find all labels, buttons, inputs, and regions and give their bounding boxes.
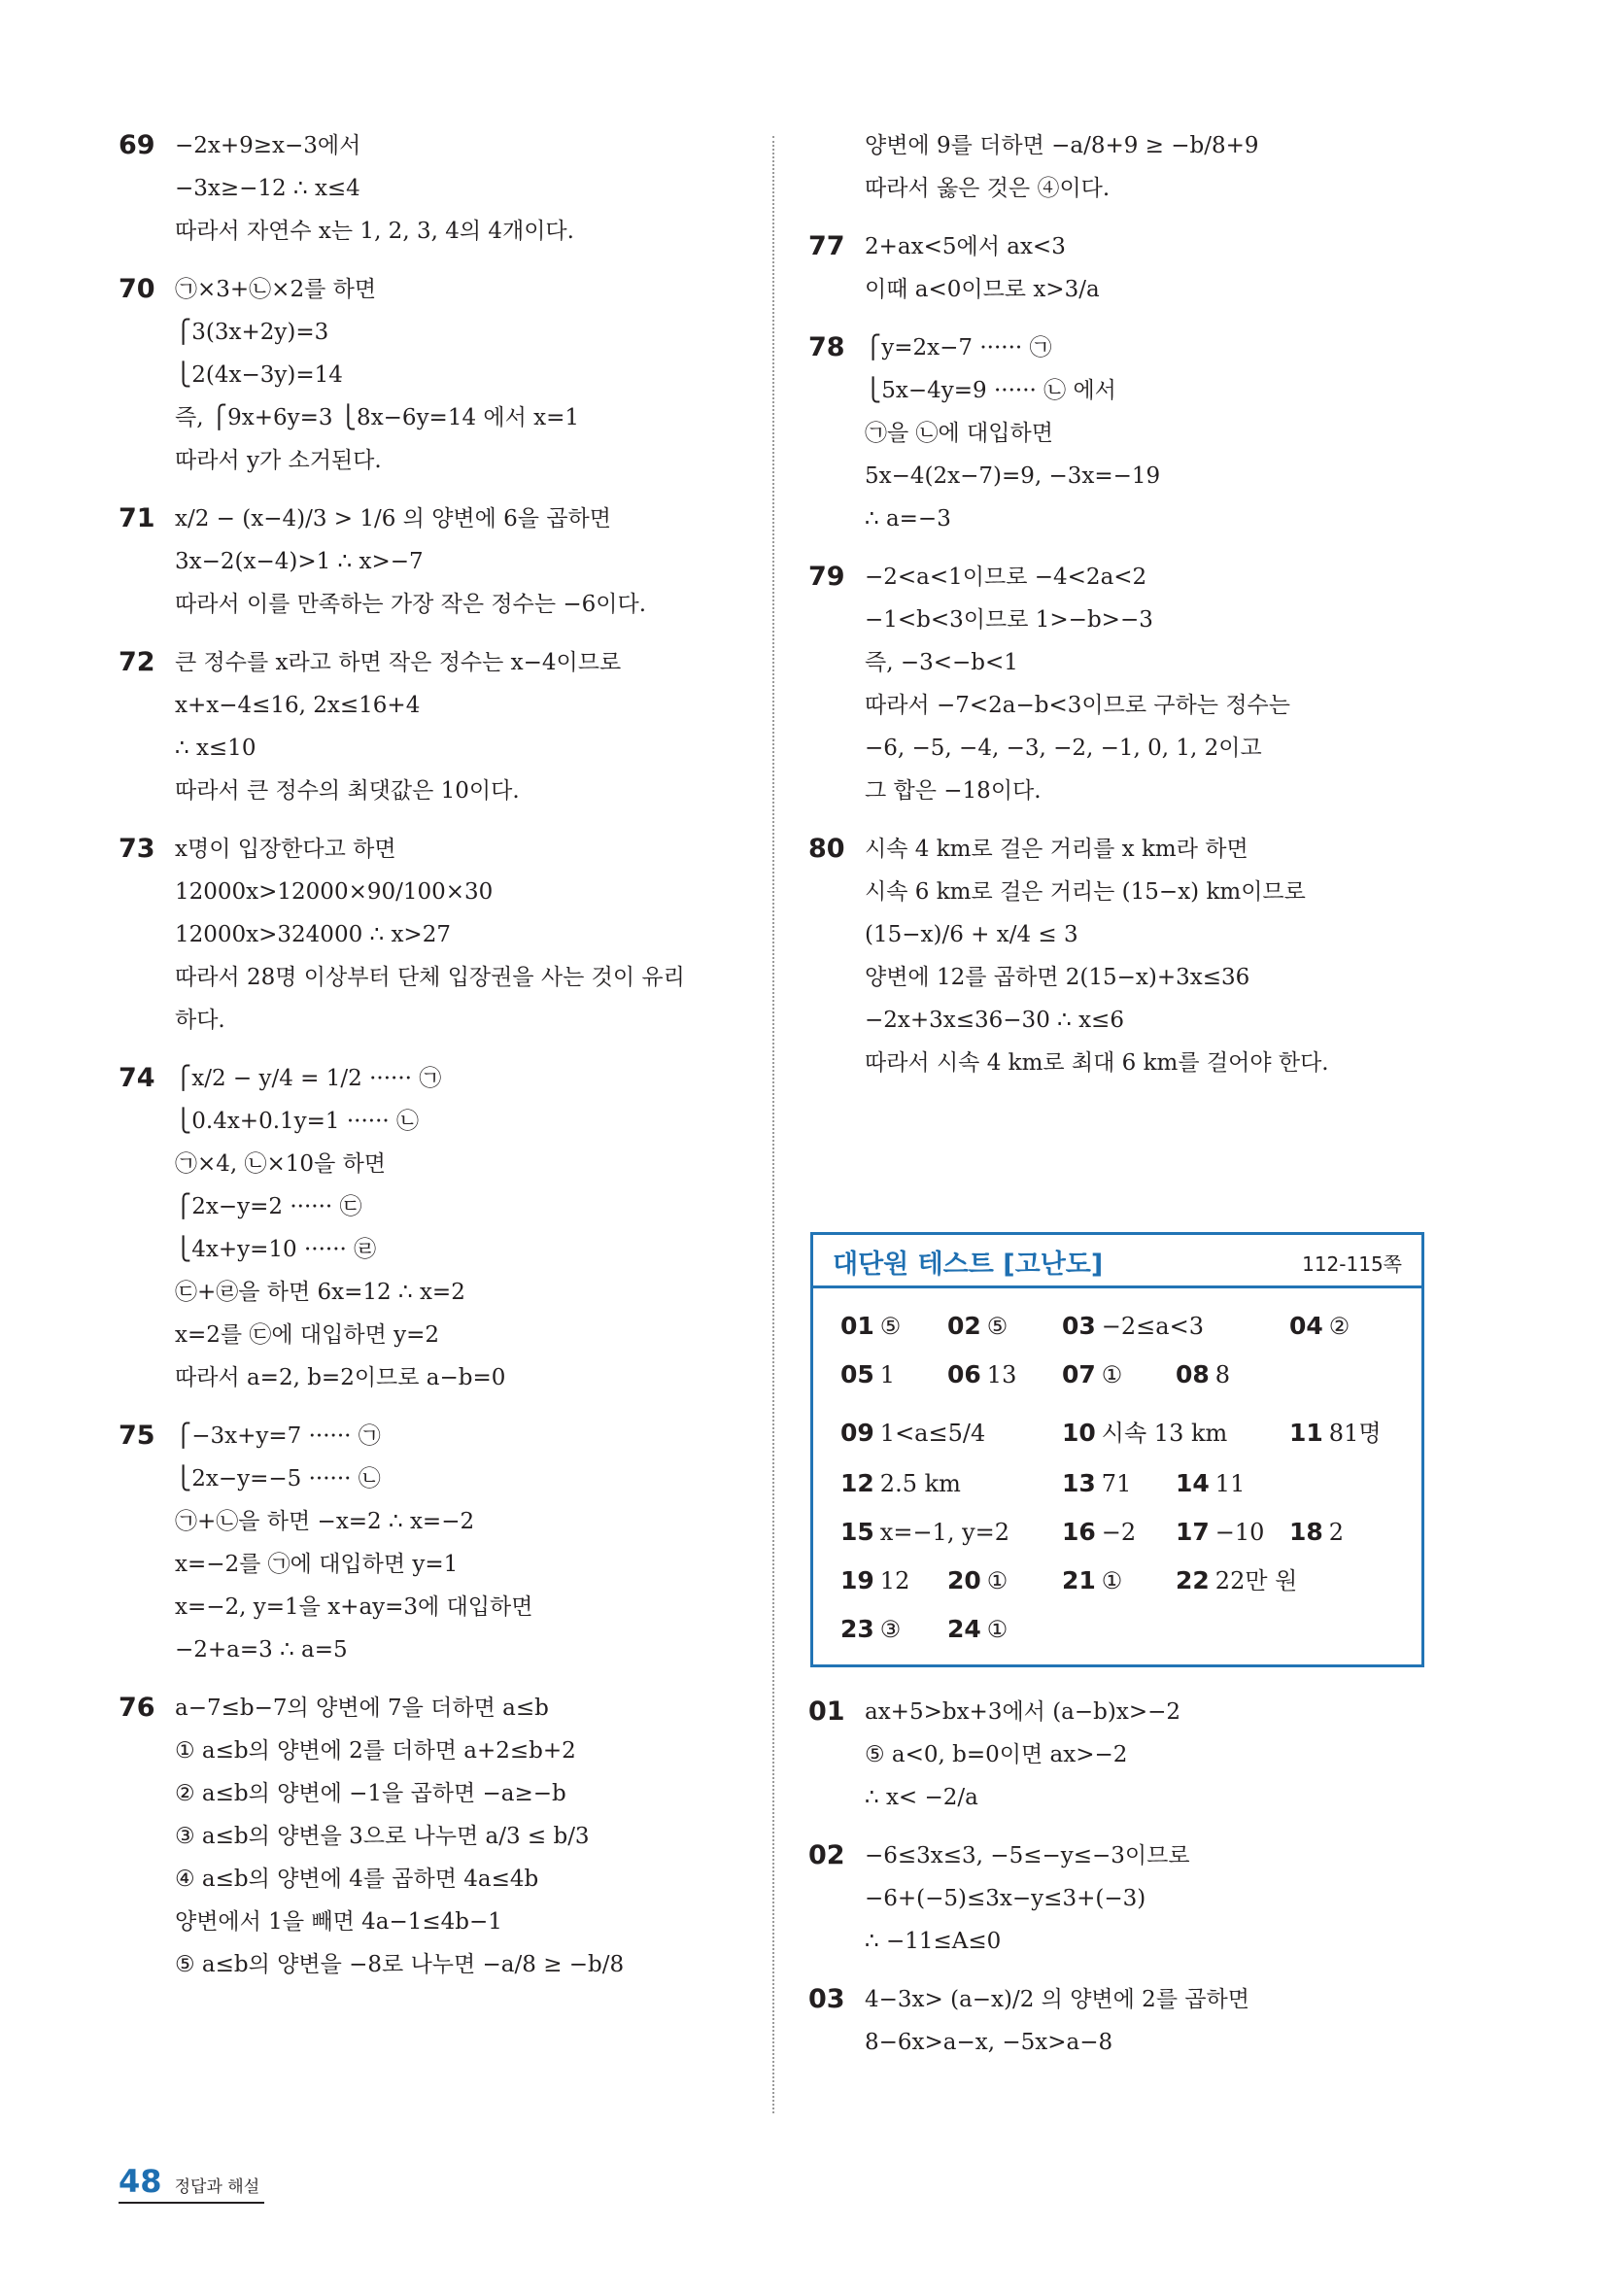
answer-item	[947, 1610, 1008, 1649]
answer-row	[840, 1355, 1412, 1404]
problem-number: 70	[119, 274, 155, 304]
solution-line: 큰 정수를 x라고 하면 작은 정수는 x−4이므로	[175, 650, 622, 675]
solution-line: ㉢+㉣을 하면 6x=12 ∴ x=2	[175, 1280, 465, 1305]
answer-number: 21	[1062, 1566, 1096, 1594]
right-column-lower	[808, 1691, 1430, 2079]
solution-line: 12000x>324000 ∴ x>27	[175, 922, 451, 947]
answer-value: 1<a≤5/4	[879, 1420, 986, 1447]
solution-line: ① a≤b의 양변에 2를 더하면 a+2≤b+2	[175, 1738, 576, 1764]
answer-value: 81명	[1328, 1420, 1382, 1447]
answer-item	[1176, 1355, 1230, 1394]
problem-74	[119, 1057, 740, 1399]
answer-item	[947, 1561, 1008, 1600]
answer-value: ②	[1328, 1313, 1351, 1340]
solution-line: 양변에 12를 곱하면 2(15−x)+3x≤36	[865, 965, 1250, 990]
answer-row	[840, 1404, 1412, 1464]
problem-number: 69	[119, 130, 155, 160]
solution-line: ㉠×3+㉡×2를 하면	[175, 277, 377, 302]
answer-number: 16	[1062, 1518, 1096, 1546]
solution-line: ㉠을 ㉡에 대입하면	[865, 421, 1053, 446]
problem-77	[808, 225, 1430, 311]
answer-number: 05	[840, 1360, 874, 1388]
solution-line: 3x−2(x−4)>1 ∴ x>−7	[175, 549, 424, 574]
problem-number: 72	[119, 647, 155, 677]
test-problem-02	[808, 1834, 1430, 1963]
answer-item	[840, 1513, 1009, 1552]
solution-line: x=2를 ㉢에 대입하면 y=2	[175, 1322, 440, 1348]
answer-number: 09	[840, 1419, 874, 1447]
answer-value: ⑤	[879, 1313, 902, 1340]
solution-line: ④ a≤b의 양변에 4를 곱하면 4a≤4b	[175, 1867, 539, 1892]
problem-76-continued	[808, 124, 1430, 210]
answer-row	[840, 1307, 1412, 1355]
solution-line: −6≤3x≤3, −5≤−y≤−3이므로	[865, 1843, 1190, 1868]
footer-label: 정답과 해설	[174, 2177, 260, 2197]
solution-line: ⎧−3x+y=7 ······ ㉠	[175, 1423, 381, 1449]
answer-number: 24	[947, 1615, 981, 1643]
problem-71	[119, 497, 740, 626]
solution-line: 이때 a<0이므로 x>3/a	[865, 277, 1100, 302]
solution-line: ⑤ a<0, b=0이면 ax>−2	[865, 1742, 1128, 1767]
solution-line: 8−6x>a−x, −5x>a−8	[865, 2030, 1113, 2055]
problem-number: 02	[808, 1840, 845, 1870]
answer-item	[840, 1355, 895, 1394]
answer-item	[840, 1561, 909, 1600]
answer-value: 2	[1328, 1519, 1345, 1546]
answer-value: 22만 원	[1214, 1567, 1298, 1594]
answer-value: x=−1, y=2	[879, 1519, 1010, 1546]
answer-number: 12	[840, 1469, 874, 1497]
solution-line: −2+a=3 ∴ a=5	[175, 1637, 348, 1662]
answer-value: 71	[1101, 1470, 1132, 1497]
answer-item	[1289, 1307, 1350, 1346]
solution-line: a−7≤b−7의 양변에 7을 더하면 a≤b	[175, 1696, 549, 1721]
answer-item	[1289, 1513, 1344, 1552]
footer-rule	[119, 2202, 264, 2204]
problem-number: 77	[808, 231, 845, 261]
problem-number: 79	[808, 562, 845, 592]
solution-line: ∴ x< −2/a	[865, 1785, 978, 1810]
solution-line: x=−2를 ㉠에 대입하면 y=1	[175, 1552, 459, 1577]
solution-line: ⎩0.4x+0.1y=1 ······ ㉡	[175, 1109, 420, 1134]
solution-line: x/2 − (x−4)/3 > 1/6 의 양변에 6을 곱하면	[175, 506, 611, 531]
answer-key-header	[813, 1235, 1421, 1288]
answer-key-body	[840, 1307, 1412, 1659]
solution-line: 그 합은 −18이다.	[865, 778, 1042, 804]
problem-number: 75	[119, 1421, 155, 1451]
solution-line: 따라서 이를 만족하는 가장 작은 정수는 −6이다.	[175, 592, 647, 617]
answer-value: ①	[1101, 1567, 1123, 1594]
answer-number: 17	[1176, 1518, 1210, 1546]
answer-number: 08	[1176, 1360, 1210, 1388]
problem-number: 03	[808, 1984, 845, 2014]
answer-number: 02	[947, 1312, 981, 1340]
answer-item	[1062, 1464, 1131, 1503]
problem-number: 80	[808, 834, 845, 864]
answer-number: 07	[1062, 1360, 1096, 1388]
problem-number: 01	[808, 1696, 845, 1727]
answer-value: ①	[986, 1616, 1009, 1643]
solution-line: ⎧2x−y=2 ······ ㉢	[175, 1194, 362, 1219]
problem-number: 73	[119, 834, 155, 864]
answer-value: 2.5 km	[879, 1470, 961, 1497]
solution-line: (15−x)/6 + x/4 ≤ 3	[865, 922, 1078, 947]
answer-value: 12	[879, 1567, 910, 1594]
answer-item	[1176, 1513, 1264, 1552]
solution-line: 2+ax<5에서 ax<3	[865, 234, 1066, 259]
test-problem-01	[808, 1691, 1430, 1819]
solution-line: 4−3x> (a−x)/2 의 양변에 2를 곱하면	[865, 1987, 1249, 2012]
answer-number: 04	[1289, 1312, 1323, 1340]
answer-number: 20	[947, 1566, 981, 1594]
solution-line: −2x+3x≤36−30 ∴ x≤6	[865, 1008, 1124, 1033]
problem-76	[119, 1687, 740, 1986]
page-footer	[119, 2163, 259, 2200]
answer-item	[1062, 1414, 1227, 1453]
answer-value: −10	[1214, 1519, 1265, 1546]
answer-value: ⑤	[986, 1313, 1009, 1340]
solution-line: −6, −5, −4, −3, −2, −1, 0, 1, 2이고	[865, 736, 1262, 761]
answer-number: 18	[1289, 1518, 1323, 1546]
answer-number: 06	[947, 1360, 981, 1388]
problem-number: 76	[119, 1693, 155, 1723]
solution-line: 따라서 자연수 x는 1, 2, 3, 4의 4개이다.	[175, 219, 574, 244]
answer-item	[947, 1355, 1016, 1394]
solution-line: 따라서 a=2, b=2이므로 a−b=0	[175, 1365, 506, 1390]
answer-item	[1289, 1414, 1382, 1453]
answer-item	[1176, 1464, 1245, 1503]
solution-line: ax+5>bx+3에서 (a−b)x>−2	[865, 1699, 1181, 1725]
solution-line: ⎩2x−y=−5 ······ ㉡	[175, 1466, 381, 1491]
solution-line: 양변에서 1을 빼면 4a−1≤4b−1	[175, 1909, 502, 1935]
problem-70	[119, 268, 740, 482]
solution-line: ⑤ a≤b의 양변을 −8로 나누면 −a/8 ≥ −b/8	[175, 1952, 625, 1977]
solution-line: ⎧3(3x+2y)=3	[175, 320, 329, 345]
answer-item	[1062, 1307, 1204, 1346]
answer-item	[1062, 1355, 1122, 1394]
test-problem-03	[808, 1978, 1430, 2064]
answer-item	[840, 1307, 901, 1346]
answer-row	[840, 1561, 1412, 1610]
solution-line: 따라서 −7<2a−b<3이므로 구하는 정수는	[865, 693, 1290, 718]
answer-number: 10	[1062, 1419, 1096, 1447]
solution-line: ② a≤b의 양변에 −1을 곱하면 −a≥−b	[175, 1781, 566, 1806]
answer-item	[947, 1307, 1008, 1346]
answer-key-pages: 112-115쪽	[1302, 1252, 1402, 1276]
answer-item	[1062, 1513, 1136, 1552]
answer-row	[840, 1464, 1412, 1513]
solution-line: 따라서 시속 4 km로 최대 6 km를 걸어야 한다.	[865, 1050, 1329, 1076]
answer-number: 23	[840, 1615, 874, 1643]
solution-line: x+x−4≤16, 2x≤16+4	[175, 693, 421, 718]
answer-value: ①	[1101, 1361, 1123, 1388]
answer-value: 13	[986, 1361, 1017, 1388]
answer-item	[840, 1414, 985, 1453]
answer-value: −2≤a<3	[1101, 1313, 1204, 1340]
solution-line: 따라서 큰 정수의 최댓값은 10이다.	[175, 778, 520, 804]
answer-value: 11	[1214, 1470, 1246, 1497]
solution-line: −1<b<3이므로 1>−b>−3	[865, 607, 1153, 633]
solution-line: ⎩2(4x−3y)=14	[175, 362, 343, 388]
column-divider	[772, 136, 774, 2113]
problem-80	[808, 828, 1430, 1084]
answer-row	[840, 1610, 1412, 1659]
problem-75	[119, 1415, 740, 1671]
problem-72	[119, 641, 740, 812]
solution-line: −2x+9≥x−3에서	[175, 133, 361, 158]
answer-item	[1062, 1561, 1122, 1600]
solution-line: −3x≥−12 ∴ x≤4	[175, 176, 360, 201]
solution-line: 즉, −3<−b<1	[865, 650, 1018, 675]
solution-line: ⎧y=2x−7 ······ ㉠	[865, 335, 1052, 360]
answer-number: 03	[1062, 1312, 1096, 1340]
solution-line: x명이 입장한다고 하면	[175, 837, 396, 862]
solution-line: ⎩5x−4y=9 ······ ㉡ 에서	[865, 378, 1116, 403]
problem-69	[119, 124, 740, 253]
solution-line: 하다.	[175, 1008, 225, 1033]
solution-line: ∴ −11≤A≤0	[865, 1929, 1002, 1954]
problem-number: 71	[119, 503, 155, 533]
problem-73	[119, 828, 740, 1042]
solution-line: −6+(−5)≤3x−y≤3+(−3)	[865, 1886, 1146, 1911]
solution-line: 시속 6 km로 걸은 거리는 (15−x) km이므로	[865, 879, 1306, 905]
problem-79	[808, 556, 1430, 812]
answer-number: 14	[1176, 1469, 1210, 1497]
answer-value: 시속 13 km	[1101, 1420, 1228, 1447]
solution-line: ③ a≤b의 양변을 3으로 나누면 a/3 ≤ b/3	[175, 1824, 590, 1849]
answer-value: 8	[1214, 1361, 1231, 1388]
problem-number: 74	[119, 1063, 155, 1093]
solution-line: ㉠+㉡을 하면 −x=2 ∴ x=−2	[175, 1509, 475, 1534]
right-column	[808, 124, 1430, 1100]
answer-number: 01	[840, 1312, 874, 1340]
answer-row	[840, 1513, 1412, 1561]
answer-number: 11	[1289, 1419, 1323, 1447]
solution-line: x=−2, y=1을 x+ay=3에 대입하면	[175, 1594, 533, 1620]
solution-line: 따라서 y가 소거된다.	[175, 448, 382, 473]
answer-number: 22	[1176, 1566, 1210, 1594]
answer-number: 19	[840, 1566, 874, 1594]
solution-line: ∴ x≤10	[175, 736, 256, 761]
problem-78	[808, 326, 1430, 540]
solution-line: 따라서 28명 이상부터 단체 입장권을 사는 것이 유리	[175, 965, 685, 990]
solution-line: 즉, ⎧9x+6y=3 ⎩8x−6y=14 에서 x=1	[175, 405, 580, 430]
answer-value: ①	[986, 1567, 1009, 1594]
problem-number: 78	[808, 332, 845, 362]
answer-key-title: 대단원 테스트 [고난도]	[833, 1250, 1104, 1280]
answer-item	[840, 1464, 961, 1503]
left-column	[119, 124, 740, 2002]
page-number: 48	[119, 2163, 162, 2200]
solution-line: ㉠×4, ㉡×10을 하면	[175, 1151, 387, 1177]
solution-line: 5x−4(2x−7)=9, −3x=−19	[865, 463, 1161, 489]
answer-value: 1	[879, 1361, 896, 1388]
solution-line: 12000x>12000×90/100×30	[175, 879, 494, 905]
solution-line: 시속 4 km로 걸은 거리를 x km라 하면	[865, 837, 1248, 862]
answer-value: −2	[1101, 1519, 1137, 1546]
solution-line: −2<a<1이므로 −4<2a<2	[865, 565, 1147, 590]
solution-line: 따라서 옳은 것은 ④이다.	[865, 176, 1111, 201]
answer-number: 13	[1062, 1469, 1096, 1497]
solution-line: ⎩4x+y=10 ······ ㉣	[175, 1237, 377, 1262]
solution-line: ⎧x/2 − y/4 = 1/2 ······ ㉠	[175, 1066, 442, 1091]
answer-item	[840, 1610, 901, 1649]
answer-item	[1176, 1561, 1297, 1600]
answer-key-box	[810, 1232, 1424, 1667]
solution-line: 양변에 9를 더하면 −a/8+9 ≥ −b/8+9	[865, 133, 1259, 158]
answer-value: ③	[879, 1616, 902, 1643]
solution-line: ∴ a=−3	[865, 506, 951, 531]
answer-number: 15	[840, 1518, 874, 1546]
